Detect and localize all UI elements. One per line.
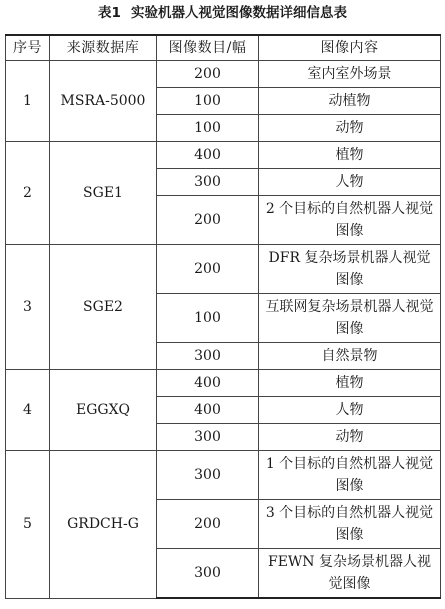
row-count: 200: [157, 245, 259, 294]
row-count: 400: [157, 142, 259, 169]
table-row: [6, 451, 441, 500]
row-count: 300: [157, 169, 259, 196]
group-source: EGGXQ: [50, 370, 157, 451]
row-count: 400: [157, 370, 259, 397]
row-content: 植物: [259, 370, 441, 397]
row-content: 室内室外场景: [259, 61, 441, 88]
group-source: GRDCH-G: [50, 451, 157, 599]
row-content: DFR 复杂场景机器人视觉图像: [259, 245, 441, 294]
group-source: SGE2: [50, 245, 157, 370]
group-source: SGE1: [50, 142, 157, 245]
row-count: 200: [157, 500, 259, 549]
group-index: 2: [6, 142, 50, 245]
header-row: [6, 35, 441, 61]
data-table: [5, 34, 441, 599]
header-source: 来源数据库: [50, 35, 157, 61]
row-content: 动物: [259, 115, 441, 142]
table-title: 实验机器人视觉图像数据详细信息表: [130, 5, 347, 21]
group-index: 1: [6, 61, 50, 142]
row-count: 100: [157, 115, 259, 142]
row-content: 3 个目标的自然机器人视觉图像: [259, 500, 441, 549]
header-index: 序号: [6, 35, 50, 61]
row-content: 2 个目标的自然机器人视觉图像: [259, 196, 441, 245]
table-row: [6, 245, 441, 294]
header-content: 图像内容: [259, 35, 441, 61]
row-content: 动物: [259, 424, 441, 451]
row-content: 人物: [259, 397, 441, 424]
row-count: 200: [157, 61, 259, 88]
row-count: 100: [157, 294, 259, 343]
header-count: 图像数目/幅: [157, 35, 259, 61]
row-count: 300: [157, 424, 259, 451]
row-count: 100: [157, 88, 259, 115]
row-content: 自然景物: [259, 343, 441, 370]
table-caption: [0, 4, 445, 22]
row-content: 1 个目标的自然机器人视觉图像: [259, 451, 441, 500]
row-content: 互联网复杂场景机器人视觉图像: [259, 294, 441, 343]
row-count: 300: [157, 549, 259, 599]
table-row: [6, 142, 441, 169]
row-count: 400: [157, 397, 259, 424]
row-content: 植物: [259, 142, 441, 169]
table-row: [6, 370, 441, 397]
row-content: 人物: [259, 169, 441, 196]
group-index: 3: [6, 245, 50, 370]
row-count: 300: [157, 451, 259, 500]
row-count: 300: [157, 343, 259, 370]
row-content: 动植物: [259, 88, 441, 115]
row-content: FEWN 复杂场景机器人视觉图像: [259, 549, 441, 599]
table-number: 表1: [98, 5, 121, 21]
group-source: MSRA-5000: [50, 61, 157, 142]
table-row: [6, 61, 441, 88]
group-index: 4: [6, 370, 50, 451]
row-count: 200: [157, 196, 259, 245]
group-index: 5: [6, 451, 50, 599]
